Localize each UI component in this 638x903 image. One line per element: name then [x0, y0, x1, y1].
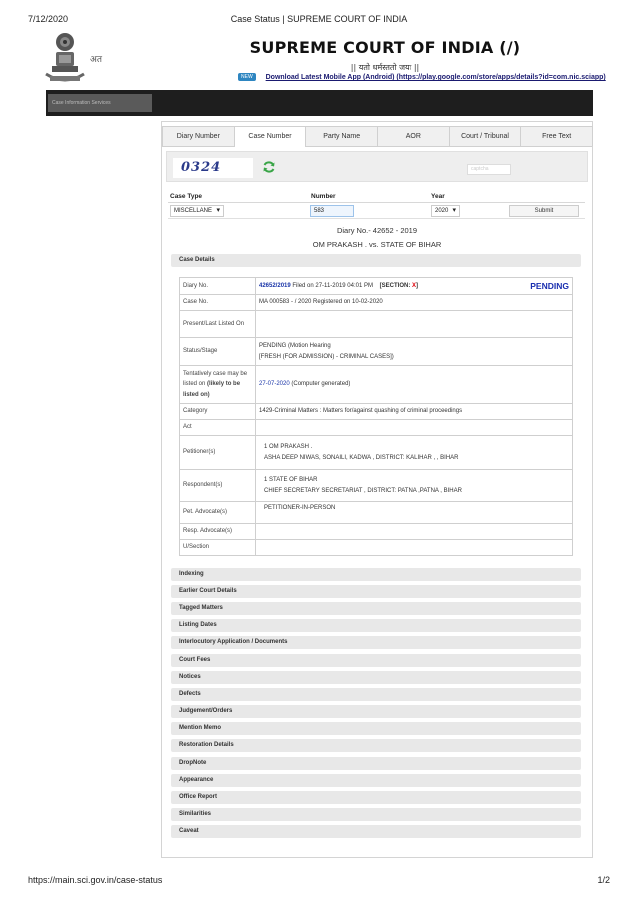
motto: || यतो धर्मस्ततो जयः || — [350, 63, 420, 72]
year-select[interactable]: 2020 ▾ — [431, 205, 460, 217]
diary-number-link[interactable]: 42652/2019 — [259, 282, 291, 289]
filter-controls — [168, 203, 585, 219]
category-value: 1429-Criminal Matters : Matters for/against quashing of criminal proceedings — [256, 404, 573, 420]
captcha-area — [166, 151, 588, 182]
petitioner-address: ASHA DEEP NIWAS, SONAILI, KADWA , DISTRICT: KALIHAR , , BIHAR — [264, 454, 459, 461]
table-row — [180, 470, 573, 502]
tab-party-name[interactable]: Party Name — [305, 126, 378, 146]
case-type-select[interactable]: MISCELLANE ▾ — [170, 205, 224, 217]
print-title: Case Status | SUPREME COURT OF INDIA — [230, 14, 408, 24]
app-download-link[interactable]: Download Latest Mobile App (Android) (https://play.google.com/store/apps/details?id=com.nic.sciapp) — [265, 73, 606, 81]
table-row — [180, 295, 573, 311]
tab-diary-number[interactable]: Diary Number — [162, 126, 235, 146]
section-judgement-orders[interactable]: Judgement/Orders — [171, 705, 581, 718]
case-no-label: Case No. — [180, 295, 256, 311]
petitioner-name: 1 OM PRAKASH . — [264, 444, 313, 450]
section-earlier-court-details[interactable]: Earlier Court Details — [171, 585, 581, 598]
section-notices[interactable]: Notices — [171, 671, 581, 684]
present-last-listed-value — [256, 311, 573, 338]
app-download-row — [238, 73, 606, 81]
case-search-form — [168, 191, 585, 219]
case-type-label: Case Type — [170, 193, 203, 200]
section-mention-memo[interactable]: Mention Memo — [171, 722, 581, 735]
refresh-icon[interactable] — [262, 160, 276, 174]
case-status-panel — [161, 121, 593, 858]
section-restoration-details[interactable]: Restoration Details — [171, 739, 581, 752]
section-caveat[interactable]: Caveat — [171, 825, 581, 838]
diary-heading: Diary No.- 42652 - 2019 — [336, 226, 418, 235]
table-row — [180, 420, 573, 436]
main-navbar — [46, 90, 593, 116]
petitioner-value — [256, 436, 573, 470]
table-row — [180, 540, 573, 556]
section-suffix: ] — [416, 282, 419, 289]
filed-date: Filed on 27-11-2019 04:01 PM — [292, 282, 373, 289]
year-label: Year — [431, 193, 445, 200]
print-footer — [28, 875, 610, 889]
status-stage-label: Status/Stage — [180, 338, 256, 366]
status-stage-value — [256, 338, 573, 366]
petitioner-label: Petitioner(s) — [180, 436, 256, 470]
u-section-label: U/Section — [180, 540, 256, 556]
pet-advocate-value — [256, 502, 573, 524]
language-toggle[interactable]: अत — [90, 54, 103, 64]
table-row — [180, 524, 573, 540]
resp-advocate-value — [256, 524, 573, 540]
tentative-value — [256, 366, 573, 404]
tentative-label — [180, 366, 256, 404]
section-dropnote[interactable]: DropNote — [171, 757, 581, 770]
submit-button[interactable]: Submit — [509, 205, 579, 217]
new-badge: NEW — [238, 73, 256, 81]
table-row — [180, 278, 573, 295]
respondent-label: Respondent(s) — [180, 470, 256, 502]
section-tagged-matters[interactable]: Tagged Matters — [171, 602, 581, 615]
act-label: Act — [180, 420, 256, 436]
status-badge: PENDING — [530, 280, 569, 291]
section-prefix: [SECTION: — [379, 282, 412, 289]
tab-aor[interactable]: AOR — [377, 126, 450, 146]
tentative-note: (Computer generated) — [289, 381, 351, 388]
section-value: X — [412, 282, 417, 289]
section-interlocutory-application[interactable]: Interlocutory Application / Documents — [171, 636, 581, 649]
tab-court-tribunal[interactable]: Court / Tribunal — [449, 126, 522, 146]
table-row — [180, 436, 573, 470]
tab-free-text[interactable]: Free Text — [520, 126, 593, 146]
table-row — [180, 311, 573, 338]
section-court-fees[interactable]: Court Fees — [171, 654, 581, 667]
captcha-image: 0324 — [173, 158, 253, 178]
site-title[interactable]: SUPREME COURT OF INDIA (/) — [249, 38, 521, 57]
respondent-name: 1 STATE OF BIHAR — [264, 477, 318, 483]
table-row — [180, 502, 573, 524]
case-number-input[interactable]: 583 — [310, 205, 354, 217]
respondent-value — [256, 470, 573, 502]
diary-no-value — [256, 278, 573, 295]
category-label: Category — [180, 404, 256, 420]
print-page-number: 1/2 — [597, 875, 610, 885]
parties-heading: OM PRAKASH . vs. STATE OF BIHAR — [312, 240, 442, 249]
respondent-address: CHIEF SECRETARY SECRETARIAT , DISTRICT: PATNA ,PATNA , BIHAR — [264, 487, 462, 494]
diary-no-label: Diary No. — [180, 278, 256, 295]
case-details-header[interactable]: Case Details — [171, 254, 581, 267]
act-value — [256, 420, 573, 436]
tentative-label-start: Tentatively case may be listed on — [183, 370, 248, 388]
section-office-report[interactable]: Office Report — [171, 791, 581, 804]
pet-advocate-name: PETITIONER-IN-PERSON — [264, 505, 336, 511]
tab-case-number[interactable]: Case Number — [234, 126, 307, 147]
pet-advocate-label: Pet. Advocate(s) — [180, 502, 256, 524]
table-row — [180, 404, 573, 420]
status-stage-line1: PENDING (Motion Hearing — [259, 343, 331, 349]
section-indexing[interactable]: Indexing — [171, 568, 581, 581]
section-listing-dates[interactable]: Listing Dates — [171, 619, 581, 632]
case-no-value: MA 000583 - / 2020 Registered on 10-02-2020 — [256, 295, 573, 311]
present-last-listed-label: Present/Last Listed On — [180, 311, 256, 338]
section-appearance[interactable]: Appearance — [171, 774, 581, 787]
case-details-table — [179, 277, 573, 556]
section-defects[interactable]: Defects — [171, 688, 581, 701]
print-date: 7/12/2020 — [28, 14, 69, 24]
national-emblem-icon — [42, 30, 88, 86]
resp-advocate-label: Resp. Advocate(s) — [180, 524, 256, 540]
table-row — [180, 338, 573, 366]
print-header — [28, 14, 610, 28]
table-row — [180, 366, 573, 404]
u-section-value — [256, 540, 573, 556]
tentative-label-bold: (likely to be listed on) — [183, 381, 241, 398]
status-stage-line2: [FRESH (FOR ADMISSION) - CRIMINAL CASES]) — [259, 353, 394, 360]
print-url: https://main.sci.gov.in/case-status — [28, 875, 163, 885]
number-label: Number — [311, 193, 336, 200]
filter-labels — [168, 191, 585, 203]
tentative-date: 27-07-2020 — [259, 381, 290, 388]
captcha-input[interactable]: captcha — [467, 164, 511, 175]
section-similarities[interactable]: Similarities — [171, 808, 581, 821]
search-tabs — [162, 126, 592, 147]
nav-case-information[interactable]: Case Information Services — [48, 94, 152, 112]
